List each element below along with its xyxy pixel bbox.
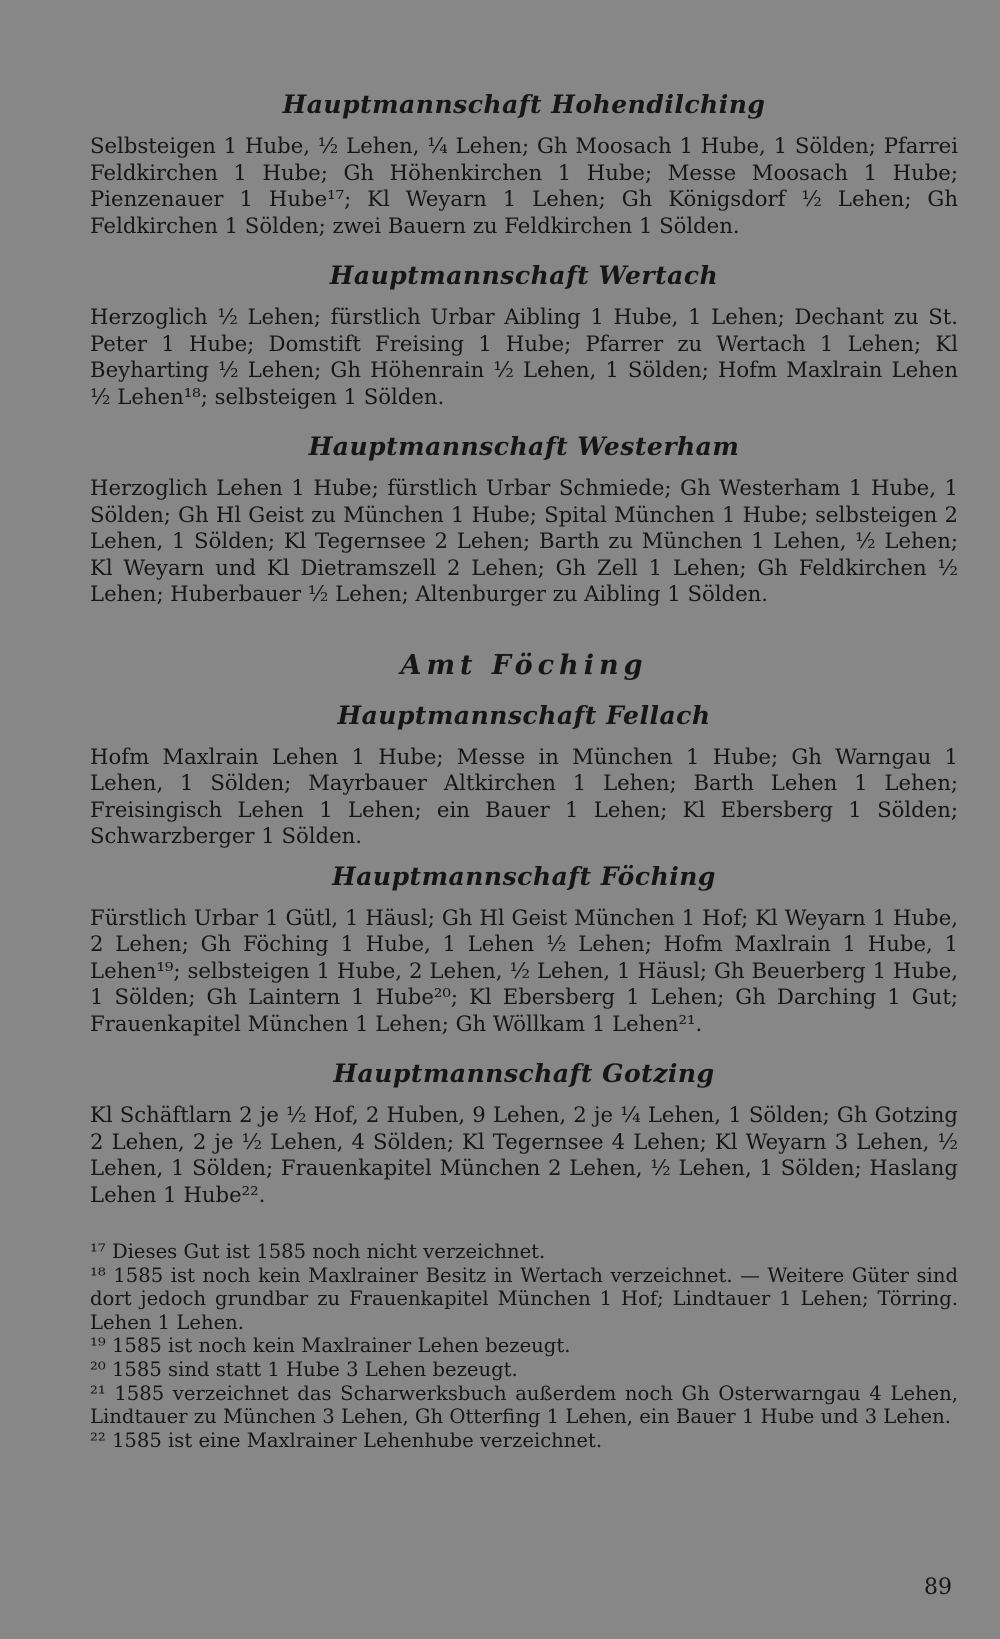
paragraph-westerham: Herzoglich Lehen 1 Hube; fürstlich Urbar Schmiede; Gh Westerham 1 Hube, 1 Sölden; Gh Hl Geist zu München 1 Hube; Spital München 1 Hube; selbsteigen 2 Lehen, 1 Sölden; Kl Tegernsee 2 Lehen; Barth zu München 1 Lehen, ½ Lehen; Kl Weyarn und Kl Dietramszell 2 Lehen; Gh Zell 1 Lehen; Gh Feldkirchen ½ Lehen; Huberbauer ½ Lehen; Altenburger zu Aibling 1 Sölden. bbox=[90, 475, 958, 606]
heading-hohendilching: Hauptmannschaft Hohendilching bbox=[282, 90, 766, 119]
footnote-21: ²¹ 1585 verzeichnet das Scharwerksbuch außerdem noch Gh Osterwarngau 4 Lehen, Lindtauer zu München 3 Lehen, Gh Otterfing 1 Lehen, ein Bauer 1 Hube und 3 Lehen. bbox=[90, 1381, 958, 1429]
heading-wertach: Hauptmannschaft Wertach bbox=[329, 261, 719, 290]
paragraph-gotzing: Kl Schäftlarn 2 je ½ Hof, 2 Huben, 9 Lehen, 2 je ¼ Lehen, 1 Sölden; Gh Gotzing 2 Lehen, 2 je ½ Lehen, 4 Sölden; Kl Tegernsee 4 Lehen; Kl Weyarn 3 Lehen, ½ Lehen, 1 Sölden; Frauenkapitel München 2 Lehen, ½ Lehen, 1 Sölden; Haslang Lehen 1 Hube²². bbox=[90, 1102, 958, 1207]
footnote-22: ²² 1585 ist eine Maxlrainer Lehenhube verzeichnet. bbox=[90, 1428, 603, 1452]
paragraph-fellach: Hofm Maxlrain Lehen 1 Hube; Messe in München 1 Hube; Gh Warngau 1 Lehen, 1 Sölden; Mayrbauer Altkirchen 1 Lehen; Barth Lehen 1 Lehen; Freisingisch Lehen 1 Lehen; ein Bauer 1 Lehen; Kl Ebersberg 1 Sölden; Schwarzberger 1 Sölden. bbox=[90, 743, 958, 848]
page-number: 89 bbox=[924, 1575, 952, 1600]
paragraph-wertach: Herzoglich ½ Lehen; fürstlich Urbar Aibling 1 Hube, 1 Lehen; Dechant zu St. Peter 1 Hube; Domstift Freising 1 Hube; Pfarrer zu Wertach 1 Lehen; Kl Beyharting ½ Lehen; Gh Höhenrain ½ Lehen, 1 Sölden; Hofm Maxlrain Lehen ½ Lehen¹⁸; selbsteigen 1 Sölden. bbox=[90, 304, 958, 409]
paragraph-hohendilching: Selbsteigen 1 Hube, ½ Lehen, ¼ Lehen; Gh Moosach 1 Hube, 1 Sölden; Pfarrei Feldkirchen 1 Hube; Gh Höhenkirchen 1 Hube; Messe Moosach 1 Hube; Pienzenauer 1 Hube¹⁷; Kl Weyarn 1 Lehen; Gh Königsdorf ½ Lehen; Gh Feldkirchen 1 Sölden; zwei Bauern zu Feldkirchen 1 Sölden. bbox=[90, 133, 958, 238]
footnote-18: ¹⁸ 1585 ist noch kein Maxlrainer Besitz in Wertach verzeichnet. — Weitere Güter sind dort jedoch grundbar zu Frauenkapitel München 1 Hof; Lindtauer 1 Lehen; Törring. Lehen 1 Lehen. bbox=[90, 1263, 958, 1334]
footnotes bbox=[90, 1240, 958, 1452]
heading-fellach: Hauptmannschaft Fellach bbox=[337, 700, 711, 730]
heading-gotzing: Hauptmannschaft Gotzing bbox=[333, 1059, 715, 1088]
page-content bbox=[90, 82, 958, 1452]
footnote-17: ¹⁷ Dieses Gut ist 1585 noch nicht verzeichnet. bbox=[90, 1240, 546, 1263]
heading-amt-foeching: Amt Föching bbox=[400, 649, 648, 681]
footnote-19: ¹⁹ 1585 ist noch kein Maxlrainer Lehen bezeugt. bbox=[90, 1334, 571, 1358]
paragraph-foeching: Fürstlich Urbar 1 Gütl, 1 Häusl; Gh Hl Geist München 1 Hof; Kl Weyarn 1 Hube, 2 Lehen; Gh Föching 1 Hube, 1 Lehen ½ Lehen; Hofm Maxlrain 1 Hube, 1 Lehen¹⁹; selbsteigen 1 Hube, 2 Lehen, ½ Lehen, 1 Häusl; Gh Beuerberg 1 Hube, 1 Sölden; Gh Laintern 1 Hube²⁰; Kl Ebersberg 1 Lehen; Gh Darching 1 Gut; Frauenkapitel München 1 Lehen; Gh Wöllkam 1 Lehen²¹. bbox=[90, 904, 958, 1036]
heading-westerham: Hauptmannschaft Westerham bbox=[308, 432, 740, 461]
heading-foeching: Hauptmannschaft Föching bbox=[332, 861, 716, 891]
footnote-20: ²⁰ 1585 sind statt 1 Hube 3 Lehen bezeugt. bbox=[90, 1357, 518, 1381]
